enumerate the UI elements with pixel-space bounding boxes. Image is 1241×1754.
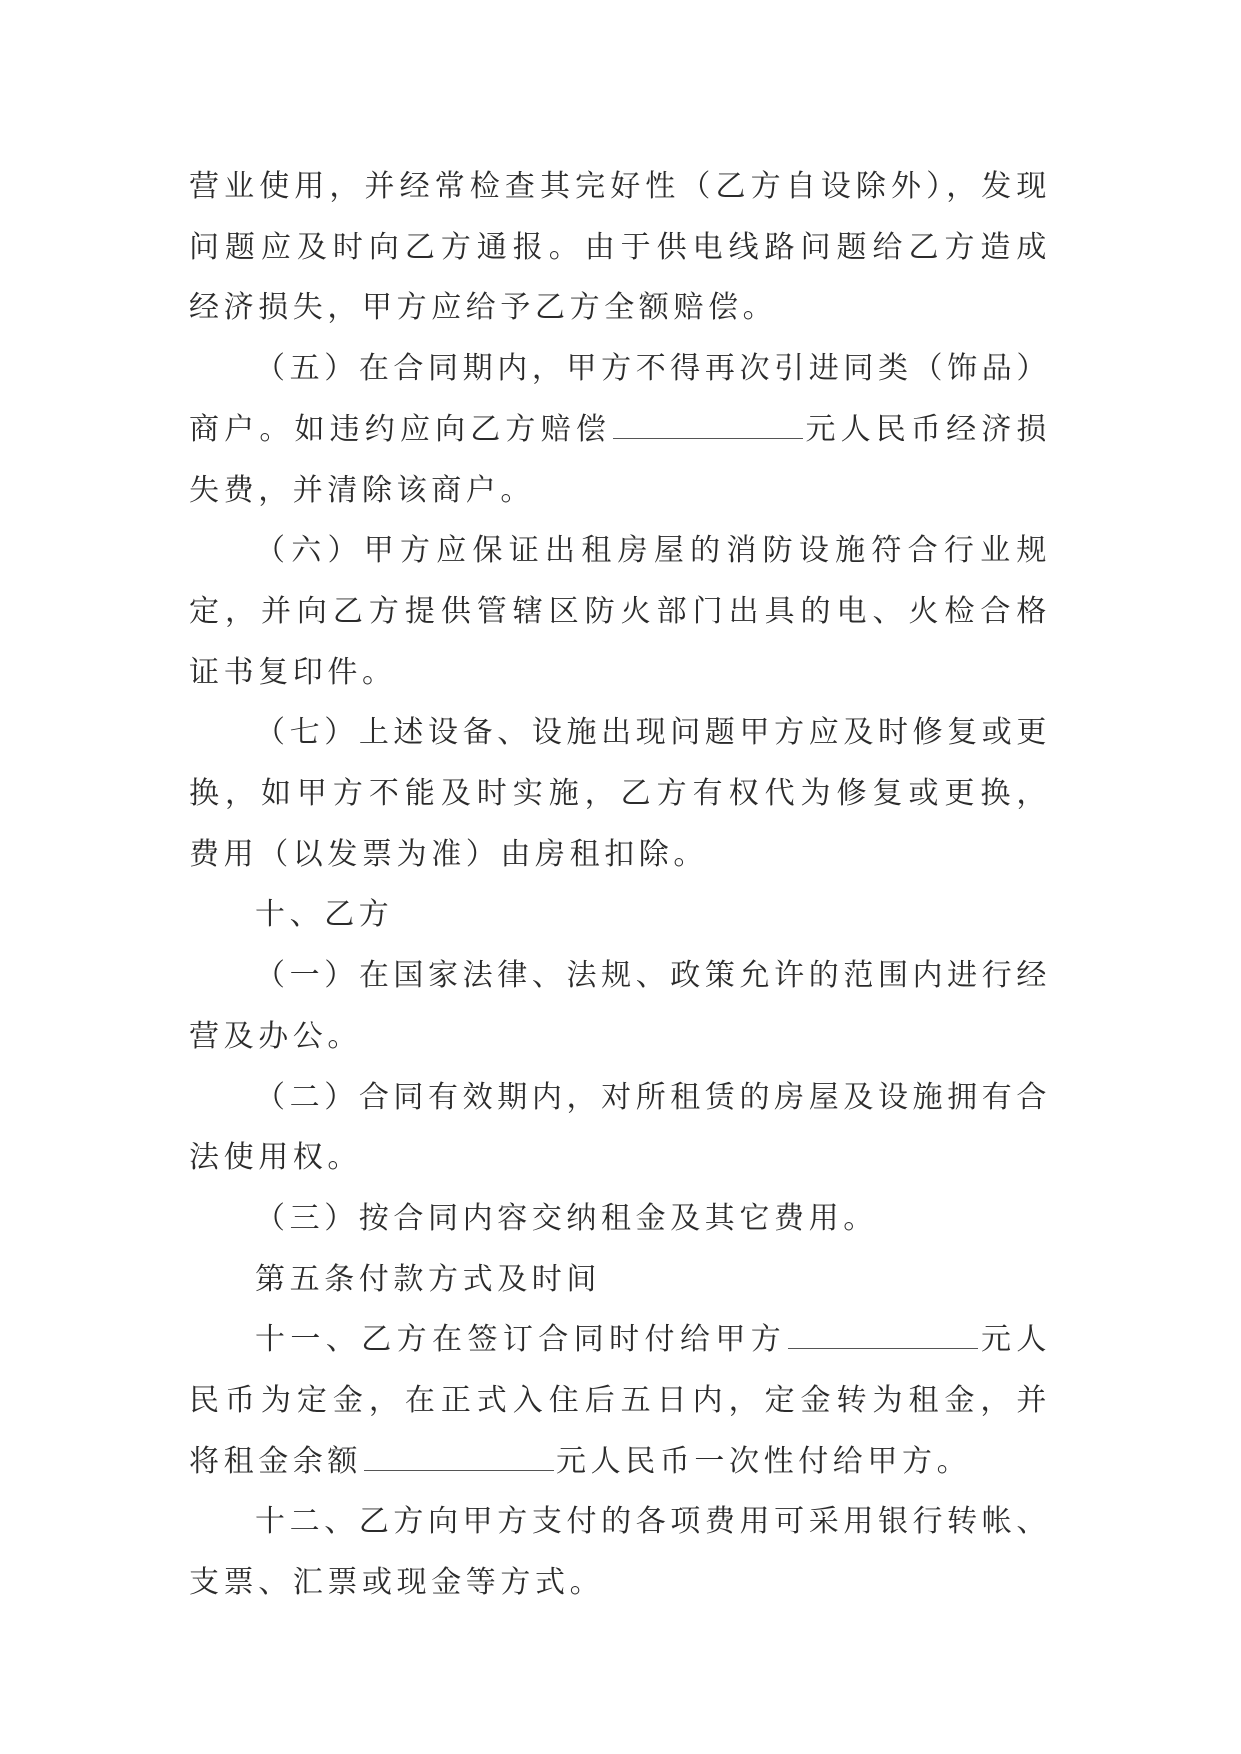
deposit-amount-blank	[788, 1318, 978, 1349]
paragraph-clause-11	[189, 1310, 1051, 1492]
paragraph-text: 元人民币经济损失费，并清除该商户。	[189, 411, 1051, 508]
paragraph-text: （三）按合同内容交纳租金及其它费用。	[255, 1200, 878, 1236]
paragraph-text: 元人民币为定金，在正式入住后五日内，定金转为租金，并将租金余额	[189, 1322, 1052, 1479]
paragraph-party-b-1	[189, 946, 1051, 1067]
compensation-amount-blank	[613, 408, 803, 439]
paragraph-clause-6	[189, 521, 1051, 703]
paragraph-text: （二）合同有效期内，对所租赁的房屋及设施拥有合法使用权。	[189, 1079, 1051, 1176]
paragraph-power-supply	[189, 157, 1051, 339]
section-heading-party-b	[189, 885, 1051, 946]
paragraph-text: 十一、乙方在签订合同时付给甲方	[255, 1322, 787, 1358]
paragraph-party-b-3	[189, 1189, 1051, 1250]
paragraph-text: （五）在合同期内，甲方不得再次引进同类（饰品）商户。如违约应向乙方赔偿	[189, 351, 1051, 447]
paragraph-text: （七）上述设备、设施出现问题甲方应及时修复或更换，如甲方不能及时实施，乙方有权代为修复或更换，费用（以发票为准）由房租扣除。	[189, 715, 1051, 872]
paragraph-text: 元人民币一次性付给甲方。	[556, 1443, 972, 1479]
balance-amount-blank	[364, 1440, 554, 1471]
paragraph-text: 营业使用，并经常检查其完好性（乙方自设除外），发现问题应及时向乙方通报。由于供电线路问题给乙方造成经济损失，甲方应给予乙方全额赔偿。	[189, 169, 1051, 326]
document-body	[189, 157, 1051, 1614]
paragraph-text: （六）甲方应保证出租房屋的消防设施符合行业规定，并向乙方提供管辖区防火部门出具的电、火检合格证书复印件。	[189, 533, 1051, 690]
paragraph-text: （一）在国家法律、法规、政策允许的范围内进行经营及办公。	[189, 958, 1051, 1054]
paragraph-clause-7	[189, 703, 1051, 885]
heading-text: 第五条付款方式及时间	[255, 1261, 601, 1297]
heading-text: 十、乙方	[255, 897, 394, 933]
paragraph-text: 十二、乙方向甲方支付的各项费用可采用银行转帐、支票、汇票或现金等方式。	[189, 1504, 1051, 1601]
paragraph-clause-12	[189, 1492, 1051, 1613]
paragraph-clause-5	[189, 339, 1051, 521]
article-5-heading	[189, 1250, 1051, 1311]
paragraph-party-b-2	[189, 1068, 1051, 1189]
